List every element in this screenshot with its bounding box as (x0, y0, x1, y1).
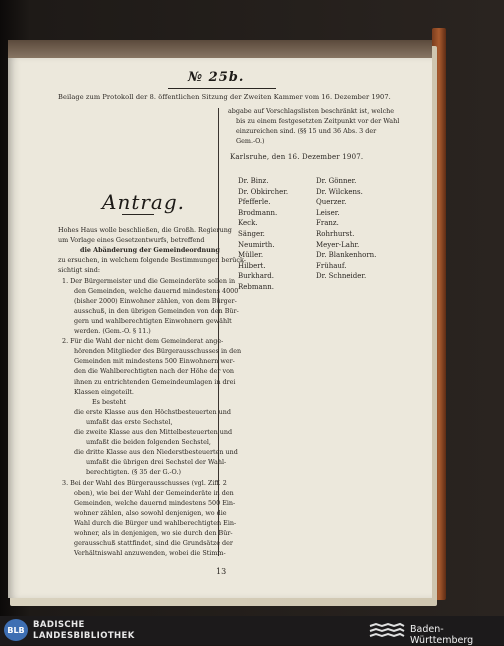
paragraph-line: Es besteht (92, 397, 127, 406)
paragraph-line: oben), wie bei der Wahl der Gemeinderäte in den (74, 488, 234, 497)
document-number: № 25b. (188, 70, 245, 85)
signatory-name: Dr. Schneider. (316, 272, 367, 281)
state-coat-of-arms-icon (368, 621, 406, 639)
paragraph-line: die Abänderung der Gemeindeordnung (80, 246, 220, 255)
paragraph-line: ihnen zu entrichtenden Gemeindeumlagen in drei (74, 377, 236, 386)
page-top-shadow (8, 40, 432, 60)
paragraph-line: hörenden Mitglieder des Bürgerausschusses in den (74, 347, 242, 356)
paragraph-line: den die Wahlberechtigten nach der Höhe der von (74, 367, 235, 376)
paragraph-line: den Gemeinden, welche dauernd mindestens 4000 (74, 286, 239, 295)
paragraph-line: einzureichen sind. (§§ 15 und 36 Abs. 3 der (236, 127, 377, 136)
place-date: Karlsruhe, den 16. Dezember 1907. (230, 153, 364, 161)
signatory-name: Pfefferle. (238, 198, 271, 207)
signatory-name: Brodmann. (238, 208, 278, 217)
document-header: Beilage zum Protokoll der 8. öffentlichen Sitzung der Zweiten Kammer vom 16. Dezember 1907. (58, 93, 391, 101)
paragraph-line: die dritte Klasse aus den Niederstbesteuerten und (74, 448, 238, 457)
blb-logo-icon: BLB (4, 619, 28, 641)
paragraph-line: wohner zählen, also sowohl denjenigen, wo die (74, 508, 227, 517)
paragraph-line: gern und wahlberechtigten Einwohnern gewählt (74, 316, 232, 325)
signatory-name: Dr. Binz. (238, 177, 269, 185)
signatory-name: Dr. Obkircher. (238, 187, 289, 196)
paragraph-line: 1. Der Bürgermeister und die Gemeinderäte sollen in (62, 276, 236, 285)
paragraph-line: die zweite Klasse aus den Mittelbesteuerten und (74, 428, 233, 436)
paragraph-line: umfaßt die beiden folgenden Sechstel, (86, 438, 211, 447)
paragraph-line: Gemeinden, welche dauernd mindestens 500 Ein- (74, 498, 236, 507)
paragraph-line: gerausschuß stattfindet, sind die Grundsätze der (74, 539, 233, 548)
paragraph-line: umfaßt das erste Sechstel, (86, 417, 173, 426)
signatory-name: Dr. Gönner. (316, 177, 357, 185)
paragraph-line: Verhältniswahl anzuwenden, wobei die Stimm- (74, 549, 226, 558)
paragraph-line: Gem.-O.) (236, 137, 265, 146)
paragraph-line: die erste Klasse aus den Höchstbesteuerten und (74, 407, 231, 416)
paragraph-line: berechtigten. (§ 35 der G.-O.) (86, 468, 181, 477)
paragraph-line: Gemeinden mit mindestens 500 Einwohnern wer- (74, 357, 235, 366)
paragraph-line: ausschuß, in den übrigen Gemeinden von den Bür- (74, 306, 239, 315)
paragraph-line: wohner, als in denjenigen, wo sie durch den Bür- (74, 529, 233, 537)
paragraph-line: (bisher 2000) Einwohner zählen, von dem Bürger- (74, 296, 237, 305)
document-number-rule (168, 88, 276, 89)
signatory-name: Rohrhurst. (316, 230, 355, 238)
paragraph-line: sichtigt sind: (58, 266, 101, 275)
paragraph-line: 3. Bei der Wahl des Bürgerausschusses (vgl. Ziff. 2 (62, 478, 227, 487)
paragraph-line: Hohes Haus wolle beschließen, die Großh. Regierung (58, 226, 232, 234)
paragraph-line: zu ersuchen, in welchem folgende Bestimmungen berück- (58, 256, 246, 265)
title-rule (122, 214, 154, 215)
document-page (8, 58, 432, 598)
signatory-name: Meyer-Lahr. (316, 240, 360, 249)
signatory-name: Neumirth. (238, 240, 275, 249)
paragraph-line: umfaßt die übrigen drei Sechstel der Wahl- (86, 458, 227, 467)
paragraph-line: Klassen eingeteilt. (74, 387, 134, 396)
paragraph-line: Wahl durch die Bürger und wahlberechtigten Ein- (74, 518, 237, 527)
signatory-name: Sänger. (238, 230, 265, 238)
paragraph-line: bis zu einem festgesetzten Zeitpunkt vor der Wahl (236, 117, 400, 126)
paragraph-line: abgabe auf Vorschlagslisten beschränkt ist, welche (228, 107, 395, 115)
signatory-name: Dr. Blankenhorn. (316, 251, 377, 260)
library-name-line2: LANDESBIBLIOTHEK (33, 631, 135, 641)
state-name: Baden-Württemberg (410, 624, 474, 646)
paragraph-line: um Vorlage eines Gesetzentwurfs, betreffend (58, 236, 205, 245)
signatory-name: Keck. (238, 219, 258, 228)
paragraph-line: 2. Für die Wahl der nicht dem Gemeinderat ange- (62, 337, 224, 346)
signatory-name: Burkhard. (238, 272, 274, 281)
document-title: Antrag. (102, 190, 186, 214)
signatory-name: Frühauf. (316, 261, 347, 270)
signatory-name: Dr. Wilckens. (316, 187, 363, 196)
signatory-name: Querzer. (316, 198, 347, 207)
signatory-name: Rebmann. (238, 283, 274, 291)
page-number: 13 (216, 567, 227, 576)
library-name-line1: BADISCHE (33, 620, 85, 630)
signatory-name: Müller. (238, 251, 264, 260)
signatory-name: Leiser. (316, 208, 340, 217)
paragraph-line: werden. (Gem.-O. § 11.) (74, 327, 151, 335)
signatory-name: Franz. (316, 219, 339, 228)
signatory-name: Hilbert. (238, 261, 266, 270)
